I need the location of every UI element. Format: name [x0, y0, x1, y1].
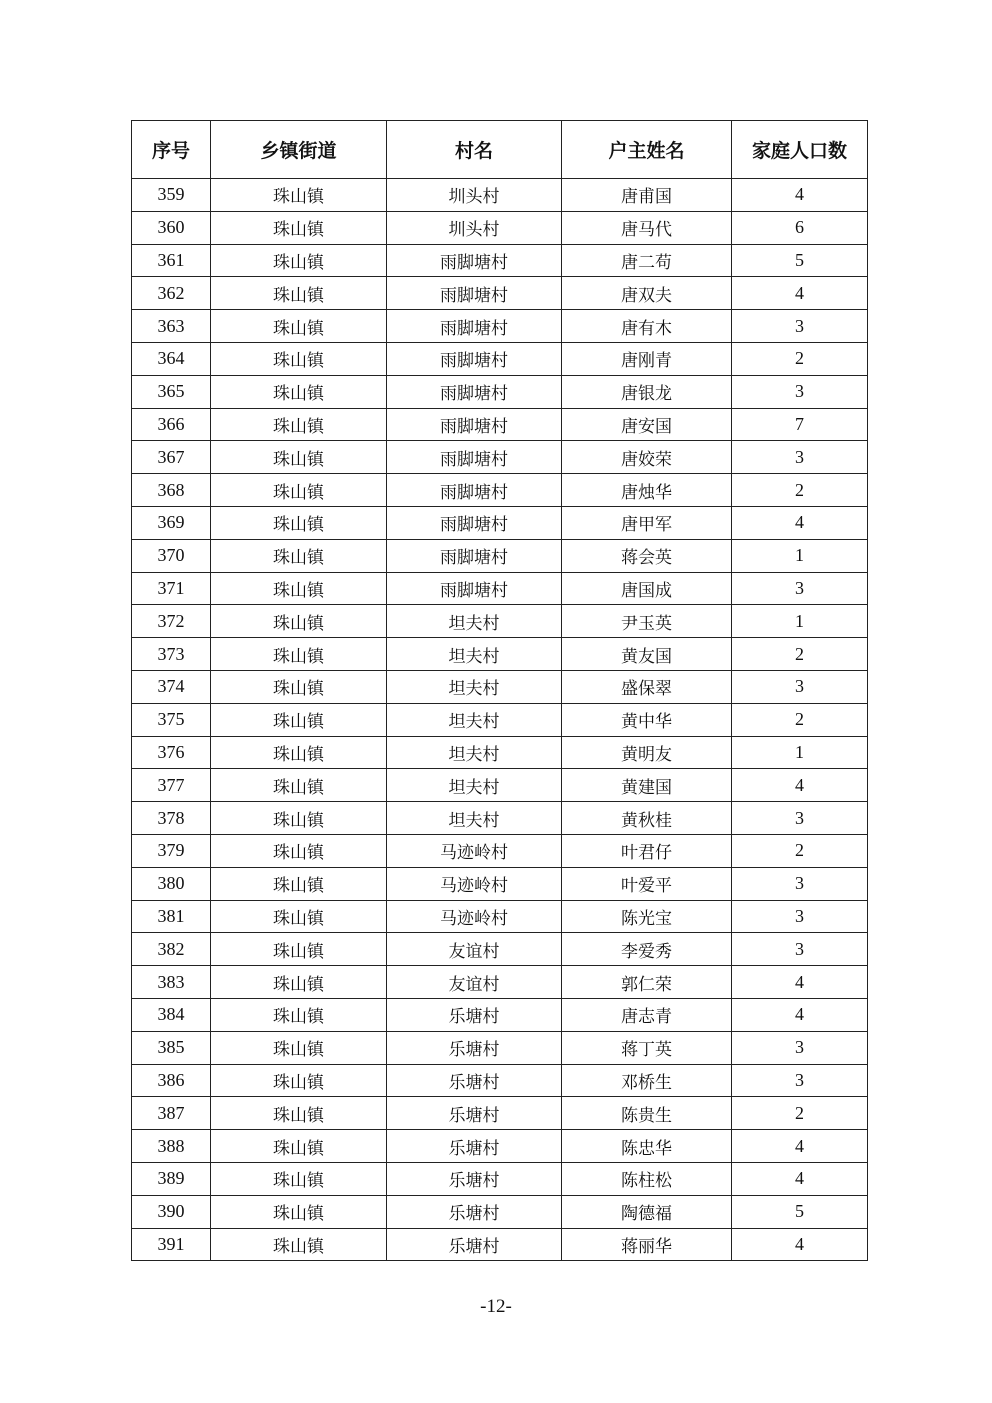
- township-cell: 珠山镇: [211, 933, 387, 966]
- table-row: [132, 966, 868, 999]
- table-row: [132, 736, 868, 769]
- village-cell: 雨脚塘村: [387, 539, 562, 572]
- table-row: [132, 867, 868, 900]
- township-cell: 珠山镇: [211, 179, 387, 212]
- family-size-cell: 5: [732, 244, 868, 277]
- serial-number-cell: 377: [132, 769, 211, 802]
- family-size-cell: 4: [732, 998, 868, 1031]
- family-size-cell: 2: [732, 703, 868, 736]
- family-size-cell: 2: [732, 1097, 868, 1130]
- householder-name-cell: 陶德福: [562, 1195, 732, 1228]
- village-cell: 友谊村: [387, 933, 562, 966]
- header-village: 村名: [387, 121, 562, 179]
- family-size-cell: 4: [732, 1130, 868, 1163]
- family-size-cell: 4: [732, 769, 868, 802]
- table-row: [132, 670, 868, 703]
- table-row: [132, 572, 868, 605]
- householder-name-cell: 黄友国: [562, 638, 732, 671]
- table-row: [132, 900, 868, 933]
- family-size-cell: 4: [732, 1228, 868, 1261]
- village-cell: 雨脚塘村: [387, 506, 562, 539]
- serial-number-cell: 359: [132, 179, 211, 212]
- township-cell: 珠山镇: [211, 966, 387, 999]
- serial-number-cell: 370: [132, 539, 211, 572]
- serial-number-cell: 369: [132, 506, 211, 539]
- householder-name-cell: 唐有木: [562, 310, 732, 343]
- family-size-cell: 3: [732, 375, 868, 408]
- serial-number-cell: 378: [132, 802, 211, 835]
- township-cell: 珠山镇: [211, 834, 387, 867]
- village-cell: 雨脚塘村: [387, 310, 562, 343]
- family-size-cell: 3: [732, 802, 868, 835]
- table-row: [132, 638, 868, 671]
- household-table-container: [131, 120, 867, 1261]
- family-size-cell: 4: [732, 966, 868, 999]
- township-cell: 珠山镇: [211, 211, 387, 244]
- village-cell: 坦夫村: [387, 802, 562, 835]
- family-size-cell: 1: [732, 605, 868, 638]
- householder-name-cell: 蒋丁英: [562, 1031, 732, 1064]
- serial-number-cell: 362: [132, 277, 211, 310]
- serial-number-cell: 373: [132, 638, 211, 671]
- table-row: [132, 1097, 868, 1130]
- serial-number-cell: 368: [132, 474, 211, 507]
- family-size-cell: 2: [732, 474, 868, 507]
- township-cell: 珠山镇: [211, 1097, 387, 1130]
- householder-name-cell: 唐甫国: [562, 179, 732, 212]
- township-cell: 珠山镇: [211, 244, 387, 277]
- family-size-cell: 4: [732, 179, 868, 212]
- village-cell: 雨脚塘村: [387, 441, 562, 474]
- table-row: [132, 506, 868, 539]
- table-row: [132, 1228, 868, 1261]
- village-cell: 乐塘村: [387, 1064, 562, 1097]
- village-cell: 坦夫村: [387, 638, 562, 671]
- householder-name-cell: 唐刚青: [562, 342, 732, 375]
- householder-name-cell: 李爱秀: [562, 933, 732, 966]
- township-cell: 珠山镇: [211, 900, 387, 933]
- township-cell: 珠山镇: [211, 998, 387, 1031]
- householder-name-cell: 邓桥生: [562, 1064, 732, 1097]
- village-cell: 乐塘村: [387, 1228, 562, 1261]
- table-row: [132, 998, 868, 1031]
- village-cell: 坦夫村: [387, 736, 562, 769]
- table-row: [132, 539, 868, 572]
- family-size-cell: 3: [732, 310, 868, 343]
- serial-number-cell: 374: [132, 670, 211, 703]
- serial-number-cell: 375: [132, 703, 211, 736]
- householder-name-cell: 黄建国: [562, 769, 732, 802]
- header-family-size: 家庭人口数: [732, 121, 868, 179]
- table-row: [132, 342, 868, 375]
- village-cell: 雨脚塘村: [387, 474, 562, 507]
- householder-name-cell: 陈忠华: [562, 1130, 732, 1163]
- serial-number-cell: 382: [132, 933, 211, 966]
- serial-number-cell: 363: [132, 310, 211, 343]
- serial-number-cell: 361: [132, 244, 211, 277]
- serial-number-cell: 380: [132, 867, 211, 900]
- table-row: [132, 179, 868, 212]
- village-cell: 坦夫村: [387, 703, 562, 736]
- serial-number-cell: 364: [132, 342, 211, 375]
- serial-number-cell: 390: [132, 1195, 211, 1228]
- village-cell: 雨脚塘村: [387, 277, 562, 310]
- householder-name-cell: 黄明友: [562, 736, 732, 769]
- township-cell: 珠山镇: [211, 670, 387, 703]
- serial-number-cell: 371: [132, 572, 211, 605]
- table-row: [132, 769, 868, 802]
- householder-name-cell: 唐安国: [562, 408, 732, 441]
- table-row: [132, 408, 868, 441]
- village-cell: 乐塘村: [387, 1162, 562, 1195]
- serial-number-cell: 387: [132, 1097, 211, 1130]
- serial-number-cell: 365: [132, 375, 211, 408]
- village-cell: 坦夫村: [387, 605, 562, 638]
- table-row: [132, 834, 868, 867]
- householder-name-cell: 黄秋桂: [562, 802, 732, 835]
- header-householder-name: 户主姓名: [562, 121, 732, 179]
- township-cell: 珠山镇: [211, 1064, 387, 1097]
- village-cell: 圳头村: [387, 179, 562, 212]
- householder-name-cell: 郭仁荣: [562, 966, 732, 999]
- serial-number-cell: 389: [132, 1162, 211, 1195]
- township-cell: 珠山镇: [211, 375, 387, 408]
- family-size-cell: 4: [732, 506, 868, 539]
- village-cell: 雨脚塘村: [387, 572, 562, 605]
- village-cell: 马迹岭村: [387, 834, 562, 867]
- table-row: [132, 1064, 868, 1097]
- township-cell: 珠山镇: [211, 802, 387, 835]
- serial-number-cell: 385: [132, 1031, 211, 1064]
- village-cell: 友谊村: [387, 966, 562, 999]
- serial-number-cell: 391: [132, 1228, 211, 1261]
- table-row: [132, 277, 868, 310]
- table-row: [132, 933, 868, 966]
- township-cell: 珠山镇: [211, 474, 387, 507]
- township-cell: 珠山镇: [211, 277, 387, 310]
- family-size-cell: 4: [732, 277, 868, 310]
- serial-number-cell: 388: [132, 1130, 211, 1163]
- householder-name-cell: 蒋会英: [562, 539, 732, 572]
- township-cell: 珠山镇: [211, 703, 387, 736]
- serial-number-cell: 376: [132, 736, 211, 769]
- township-cell: 珠山镇: [211, 736, 387, 769]
- householder-name-cell: 叶君仔: [562, 834, 732, 867]
- township-cell: 珠山镇: [211, 605, 387, 638]
- table-row: [132, 244, 868, 277]
- family-size-cell: 6: [732, 211, 868, 244]
- header-serial-number: 序号: [132, 121, 211, 179]
- village-cell: 乐塘村: [387, 998, 562, 1031]
- table-header-row: [132, 121, 868, 179]
- householder-name-cell: 蒋丽华: [562, 1228, 732, 1261]
- township-cell: 珠山镇: [211, 1031, 387, 1064]
- family-size-cell: 3: [732, 572, 868, 605]
- family-size-cell: 3: [732, 670, 868, 703]
- householder-name-cell: 唐国成: [562, 572, 732, 605]
- family-size-cell: 3: [732, 867, 868, 900]
- householder-name-cell: 黄中华: [562, 703, 732, 736]
- page-number: -12-: [480, 1296, 512, 1317]
- householder-name-cell: 陈贵生: [562, 1097, 732, 1130]
- village-cell: 乐塘村: [387, 1097, 562, 1130]
- table-row: [132, 441, 868, 474]
- household-table: [131, 120, 868, 1261]
- serial-number-cell: 379: [132, 834, 211, 867]
- family-size-cell: 3: [732, 441, 868, 474]
- family-size-cell: 2: [732, 638, 868, 671]
- householder-name-cell: 尹玉英: [562, 605, 732, 638]
- header-township: 乡镇街道: [211, 121, 387, 179]
- village-cell: 乐塘村: [387, 1031, 562, 1064]
- table-body: [132, 179, 868, 1261]
- township-cell: 珠山镇: [211, 310, 387, 343]
- family-size-cell: 3: [732, 1031, 868, 1064]
- table-row: [132, 310, 868, 343]
- serial-number-cell: 381: [132, 900, 211, 933]
- householder-name-cell: 唐甲军: [562, 506, 732, 539]
- township-cell: 珠山镇: [211, 1130, 387, 1163]
- township-cell: 珠山镇: [211, 408, 387, 441]
- table-row: [132, 802, 868, 835]
- family-size-cell: 4: [732, 1162, 868, 1195]
- householder-name-cell: 唐志青: [562, 998, 732, 1031]
- serial-number-cell: 367: [132, 441, 211, 474]
- householder-name-cell: 陈柱松: [562, 1162, 732, 1195]
- householder-name-cell: 唐双夫: [562, 277, 732, 310]
- table-row: [132, 474, 868, 507]
- village-cell: 马迹岭村: [387, 900, 562, 933]
- table-row: [132, 1130, 868, 1163]
- village-cell: 雨脚塘村: [387, 408, 562, 441]
- township-cell: 珠山镇: [211, 572, 387, 605]
- family-size-cell: 3: [732, 1064, 868, 1097]
- table-row: [132, 703, 868, 736]
- township-cell: 珠山镇: [211, 1195, 387, 1228]
- village-cell: 马迹岭村: [387, 867, 562, 900]
- township-cell: 珠山镇: [211, 539, 387, 572]
- village-cell: 雨脚塘村: [387, 342, 562, 375]
- village-cell: 雨脚塘村: [387, 244, 562, 277]
- serial-number-cell: 384: [132, 998, 211, 1031]
- family-size-cell: 1: [732, 736, 868, 769]
- township-cell: 珠山镇: [211, 867, 387, 900]
- householder-name-cell: 唐二苟: [562, 244, 732, 277]
- serial-number-cell: 360: [132, 211, 211, 244]
- householder-name-cell: 陈光宝: [562, 900, 732, 933]
- township-cell: 珠山镇: [211, 1162, 387, 1195]
- householder-name-cell: 叶爱平: [562, 867, 732, 900]
- householder-name-cell: 唐银龙: [562, 375, 732, 408]
- serial-number-cell: 366: [132, 408, 211, 441]
- township-cell: 珠山镇: [211, 441, 387, 474]
- family-size-cell: 2: [732, 342, 868, 375]
- township-cell: 珠山镇: [211, 506, 387, 539]
- township-cell: 珠山镇: [211, 1228, 387, 1261]
- table-row: [132, 375, 868, 408]
- serial-number-cell: 383: [132, 966, 211, 999]
- table-row: [132, 1195, 868, 1228]
- family-size-cell: 7: [732, 408, 868, 441]
- serial-number-cell: 372: [132, 605, 211, 638]
- householder-name-cell: 唐姣荣: [562, 441, 732, 474]
- village-cell: 圳头村: [387, 211, 562, 244]
- township-cell: 珠山镇: [211, 342, 387, 375]
- township-cell: 珠山镇: [211, 638, 387, 671]
- village-cell: 乐塘村: [387, 1195, 562, 1228]
- family-size-cell: 5: [732, 1195, 868, 1228]
- householder-name-cell: 唐烛华: [562, 474, 732, 507]
- village-cell: 坦夫村: [387, 769, 562, 802]
- table-row: [132, 605, 868, 638]
- householder-name-cell: 盛保翠: [562, 670, 732, 703]
- township-cell: 珠山镇: [211, 769, 387, 802]
- village-cell: 乐塘村: [387, 1130, 562, 1163]
- village-cell: 坦夫村: [387, 670, 562, 703]
- serial-number-cell: 386: [132, 1064, 211, 1097]
- table-row: [132, 1162, 868, 1195]
- table-row: [132, 1031, 868, 1064]
- family-size-cell: 2: [732, 834, 868, 867]
- family-size-cell: 1: [732, 539, 868, 572]
- family-size-cell: 3: [732, 900, 868, 933]
- village-cell: 雨脚塘村: [387, 375, 562, 408]
- householder-name-cell: 唐马代: [562, 211, 732, 244]
- family-size-cell: 3: [732, 933, 868, 966]
- table-row: [132, 211, 868, 244]
